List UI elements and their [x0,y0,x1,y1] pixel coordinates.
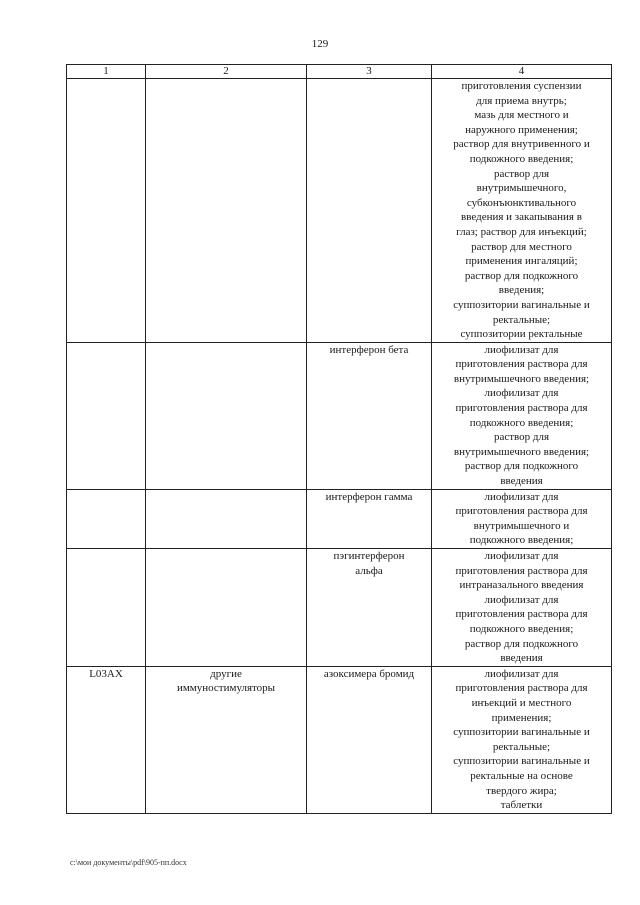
dosage-forms-cell [432,666,612,813]
dosage-forms-cell-line: субконъюнктивального [466,196,577,209]
pharm-group-cell [146,489,307,548]
drug-name-cell-line: интерферон гамма [325,490,413,503]
pharm-group-cell [146,549,307,667]
dosage-forms-cell-line: подкожного введения; [469,416,574,429]
drug-name-cell-line: альфа [355,564,383,577]
dosage-forms-cell-line: приготовления раствора для [455,564,588,577]
dosage-forms-cell-line: применения ингаляций; [465,255,578,268]
dosage-forms-cell-line: введения и закапывания в [461,211,582,224]
atc-code-cell [67,79,146,343]
pharm-group-cell [146,79,307,343]
dosage-forms-cell [432,489,612,548]
dosage-forms-cell-line: приготовления раствора для [455,358,588,371]
table-row [67,79,612,343]
dosage-forms-cell-line: для приема внутрь; [476,94,567,107]
atc-code-cell-text: L03AX [89,667,123,680]
dosage-forms-cell-line: суппозитории вагинальные и [453,726,590,739]
dosage-forms-cell [432,342,612,489]
atc-code-cell [67,666,146,813]
table-row [67,549,612,667]
dosage-forms-cell-line: ректальные; [492,313,551,326]
dosage-forms-cell-line: лиофилизат для [484,343,559,356]
dosage-forms-cell-line: подкожного введения; [469,152,574,165]
dosage-forms-cell-line: раствор для местного [471,240,572,253]
dosage-forms-cell [432,549,612,667]
column-number-3: 3 [307,65,432,79]
pharm-group-cell-line: иммуностимуляторы [176,682,276,695]
drug-name-cell-line: интерферон бета [329,343,409,356]
dosage-forms-cell-line: раствор для [493,167,550,180]
dosage-forms-cell-line: подкожного введения; [469,622,574,635]
dosage-forms-cell-line: внутримышечного введения; [453,445,590,458]
dosage-forms-cell-line: приготовления раствора для [455,608,588,621]
dosage-forms-cell-line: введения; [498,284,545,297]
dosage-forms-cell-line: наружного применения; [465,123,578,136]
dosage-forms-cell-line: раствор для подкожного [464,460,579,473]
drug-name-cell [307,549,432,667]
drug-name-cell [307,489,432,548]
dosage-forms-cell-line: применения; [491,711,552,724]
dosage-forms-cell-line: ректальные; [492,740,551,753]
pharm-group-cell [146,342,307,489]
dosage-forms-cell-line: подкожного введения; [469,534,574,547]
dosage-forms-cell-line: мазь для местного и [474,109,569,122]
atc-code-cell [67,489,146,548]
dosage-forms-cell-line: приготовления раствора для [455,505,588,518]
column-number-4: 4 [432,65,612,79]
column-number-2: 2 [146,65,307,79]
table-row [67,489,612,548]
table-header-row [67,65,612,79]
dosage-forms-cell-line: введения [500,475,543,488]
atc-code-cell [67,549,146,667]
drug-name-cell [307,666,432,813]
dosage-forms-cell-line: инъекций и местного [471,696,572,709]
dosage-forms-cell-line: лиофилизат для [484,550,559,562]
dosage-forms-cell-line: раствор для подкожного [464,637,579,650]
dosage-forms-cell-line: суппозитории вагинальные и [453,298,590,311]
dosage-forms-cell-line: внутримышечного, [476,182,567,195]
dosage-forms-cell-line: введения [500,652,543,665]
dosage-forms-cell-line: суппозитории ректальные [460,328,583,341]
drug-table-body [67,65,612,814]
table-row [67,666,612,813]
dosage-forms-cell [432,79,612,343]
page-number: 129 [311,38,329,50]
dosage-forms-cell-line: глаз; раствор для инъекций; [456,225,587,238]
dosage-forms-cell-line: раствор для подкожного [464,269,579,282]
drug-name-cell-line: азоксимера бромид [323,667,415,680]
drug-table [66,64,612,814]
pharm-group-cell [146,666,307,813]
dosage-forms-cell-line: внутримышечного и [473,519,570,532]
dosage-forms-cell-line: раствор для внутривенного и [453,138,590,151]
table-row [67,342,612,489]
drug-name-cell [307,79,432,343]
atc-code-cell [67,342,146,489]
dosage-forms-cell-line: приготовления раствора для [455,402,588,415]
dosage-forms-cell-line: суппозитории вагинальные и [453,755,590,768]
dosage-forms-cell-line: лиофилизат для [484,593,559,606]
dosage-forms-cell-line: внутримышечного введения; [453,372,590,385]
dosage-forms-cell-line: приготовления суспензии [461,80,582,92]
drug-name-cell-line: пэгинтерферон [333,550,405,562]
drug-name-cell [307,342,432,489]
footer-file-path: c:\мои документы\pdf\905-пп.docx [70,858,187,867]
dosage-forms-cell-line: раствор для [493,431,550,444]
dosage-forms-cell-line: приготовления раствора для [455,682,588,695]
dosage-forms-cell-line: таблетки [500,799,543,812]
dosage-forms-cell-line: лиофилизат для [484,387,559,400]
dosage-forms-cell-line: лиофилизат для [484,490,559,503]
dosage-forms-cell-line: ректальные на основе [470,769,573,782]
dosage-forms-cell-line: твердого жира; [486,784,557,797]
column-number-1: 1 [67,65,146,79]
dosage-forms-cell-line: интраназального введения [459,579,584,592]
pharm-group-cell-line: другие [210,667,242,680]
dosage-forms-cell-line: лиофилизат для [484,667,559,680]
